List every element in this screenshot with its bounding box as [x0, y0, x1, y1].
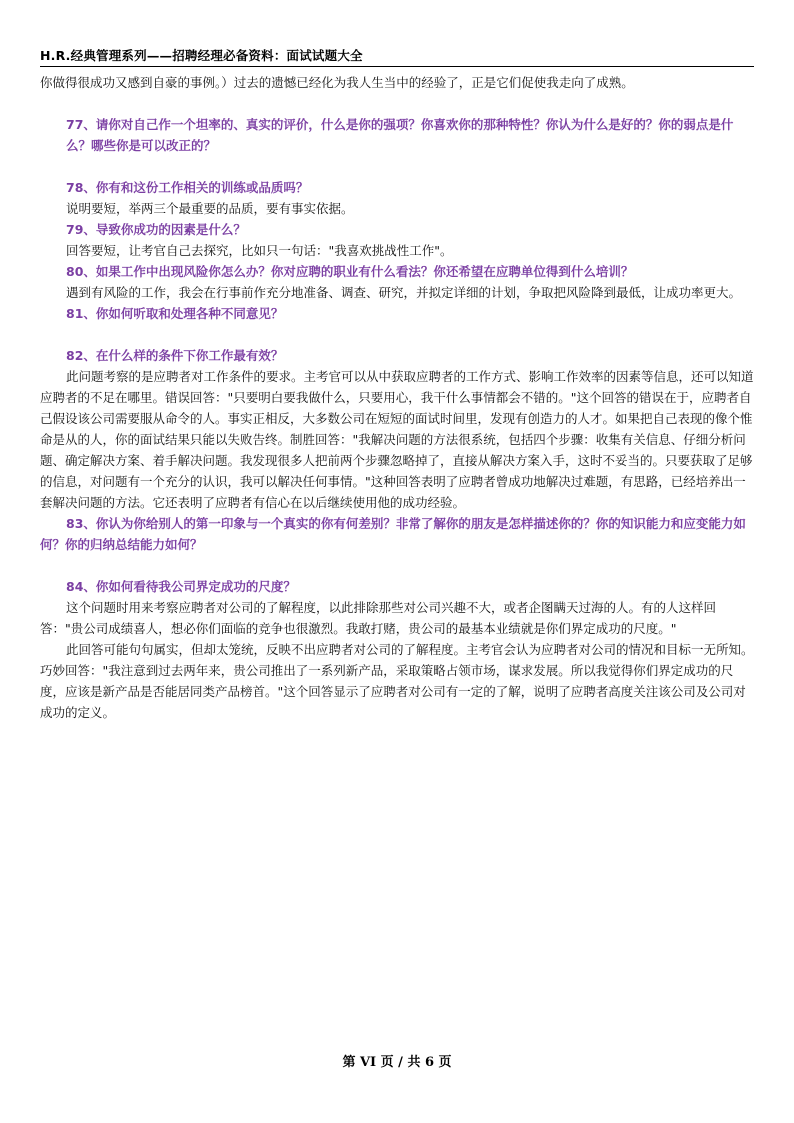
question-77: 77、请你对自己作一个坦率的、真实的评价，什么是你的强项？你喜欢你的那种特性？你认为什么是好的？你的弱点是什么？哪些你是可以改正的？ [66, 117, 734, 153]
question-82: 82、在什么样的条件下你工作最有效？ [66, 348, 284, 363]
answer-80: 遇到有风险的工作，我会在行事前作充分地准备、调查、研究，并拟定详细的计划，争取把风险降到最低，让成功率更大。 [66, 285, 742, 300]
answer-79: 回答要短，让考官自己去探究，比如只一句话："我喜欢挑战性工作"。 [66, 243, 453, 258]
page-footer: 第 VI 页 / 共 6 页 [342, 1055, 452, 1070]
document-body [40, 72, 754, 723]
page-header-title: H.R.经典管理系列——招聘经理必备资料：面试试题大全 [40, 48, 363, 63]
answer-84-part2: 此回答可能句句属实，但却太笼统，反映不出应聘者对公司的了解程度。主考官会认为应聘者对公司的情况和目标一无所知。巧妙回答："我注意到过去两年来，贵公司推出了一系列新产品，采取策略占领市场，谋求发展。所以我觉得你们界定成功的尺度，应该是新产品是否能居同类产品榜首。"这个回答显示了应聘者对公司有一定的了解，说明了应聘者高度关注该公司及公司对成功的定义。 [40, 642, 754, 720]
question-78: 78、你有和这份工作相关的训练或品质吗？ [66, 180, 309, 195]
answer-paragraph: 你做得很成功又感到自豪的事例。）过去的遗憾已经化为我人生当中的经验了，正是它们促使我走向了成熟。 [40, 75, 634, 90]
question-80: 80、如果工作中出现风险你怎么办？你对应聘的职业有什么看法？你还希望在应聘单位得到什么培训？ [66, 264, 634, 279]
paragraph-gap [66, 93, 754, 114]
question-84: 84、你如何看待我公司界定成功的尺度？ [66, 579, 296, 594]
paragraph-gap [66, 324, 754, 345]
question-83: 83、你认为你给别人的第一印象与一个真实的你有何差别？非常了解你的朋友是怎样描述你的？你的知识能力和应变能力如何？你的归纳总结能力如何？ [40, 516, 746, 552]
question-81: 81、你如何听取和处理各种不同意见？ [66, 306, 284, 321]
header-divider [40, 66, 754, 67]
paragraph-gap [66, 156, 754, 177]
question-79: 79、导致你成功的因素是什么？ [66, 222, 246, 237]
answer-82: 此问题考察的是应聘者对工作条件的要求。主考官可以从中获取应聘者的工作方式、影响工作效率的因素等信息，还可以知道应聘者的不足在哪里。错误回答："只要明白要我做什么，只要用心，我干什么事情都会不错的。"这个回答的错误在于，应聘者自己假设该公司需要服从命令的人。事实正相反，大多数公司在短短的面试时间里，发现有创造力的人才。如果把自己表现的像个惟命是从的人，你的面试结果只能以失败告终。制胜回答："我解决问题的方法很系统，包括四个步骤：收集有关信息、仔细分析问题、确定解决方案、着手解决问题。我发现很多人把前两个步骤忽略掉了，直接从解决方案入手，这时不妥当的。只要获取了足够的信息，对问题有一个充分的认识，我可以解决任何事情。"这种回答表明了应聘者曾成功地解决过难题，有思路，已经培养出一套解决问题的方法。它还表明了应聘者有信心在以后继续使用他的成功经验。 [40, 369, 754, 510]
answer-78: 说明要短，举两三个最重要的品质，要有事实依据。 [66, 201, 354, 216]
paragraph-gap [66, 555, 754, 576]
answer-84-part1: 这个问题时用来考察应聘者对公司的了解程度，以此排除那些对公司兴趣不大，或者企图瞒天过海的人。有的人这样回答："贵公司成绩喜人，想必你们面临的竞争也很激烈。我敢打赌，贵公司的最基本业绩就是你们界定成功的尺度。" [40, 600, 717, 636]
